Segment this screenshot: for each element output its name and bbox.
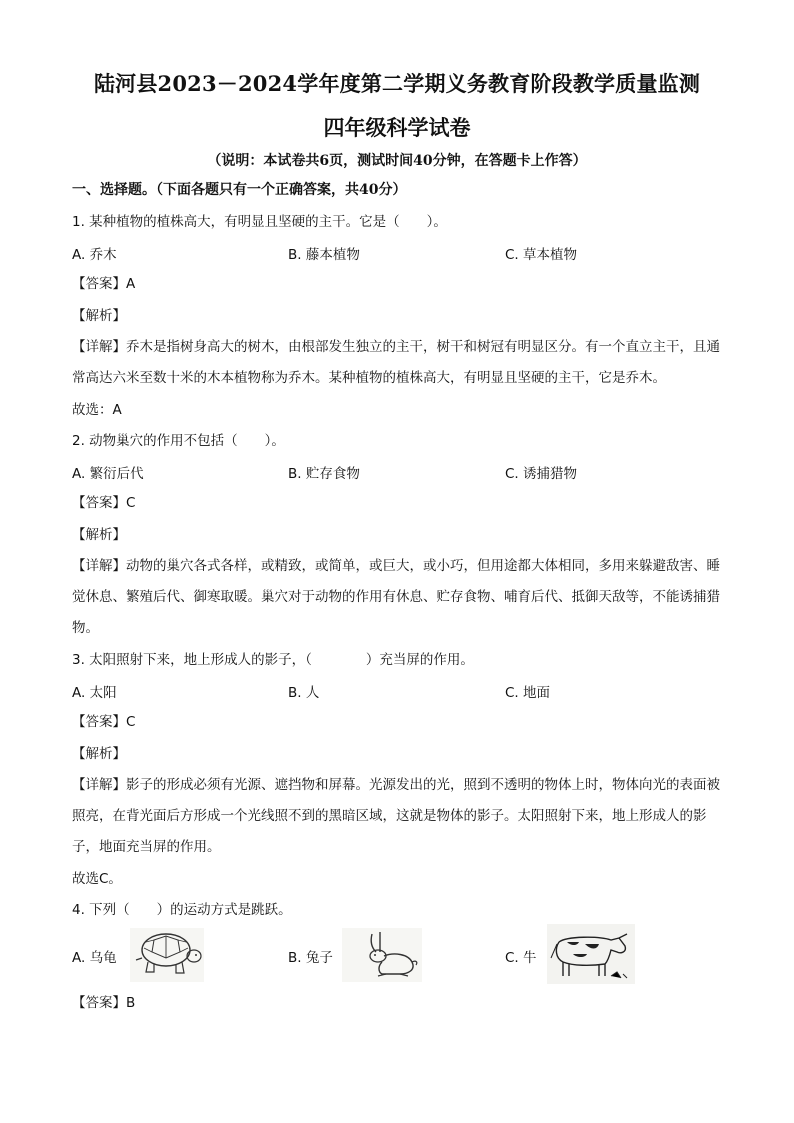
q2-option-c: C. 诱捕猎物: [505, 466, 578, 482]
answer-label: 【答案】: [72, 495, 126, 511]
answer-label: 【答案】: [72, 995, 126, 1011]
q4-option-b: B. 兔子: [288, 950, 333, 966]
q3-analysis-label: 【解析】: [72, 746, 126, 762]
q2-stem: 2. 动物巢穴的作用不包括（ ）。: [72, 433, 285, 449]
q3-option-b: B. 人: [288, 685, 320, 701]
q1-option-a: A. 乔木: [72, 247, 117, 263]
answer-value: B: [126, 995, 136, 1011]
q1-detail: [72, 332, 724, 394]
q4-stem: 4. 下列（ ）的运动方式是跳跃。: [72, 902, 292, 918]
detail-label: 【详解】: [72, 339, 126, 355]
exam-note: （说明：本试卷共6页，测试时间40分钟，在答题卡上作答）: [207, 153, 587, 169]
detail-text: 影子的形成必须有光源、遮挡物和屏幕。光源发出的光，照到不透明的物体上时，物体向光的表面被照亮，在背光面后方形成一个光线照不到的黑暗区域，这就是物体的影子。太阳照射下来，地上形成人的影子，地面充当屏的作用。: [72, 777, 720, 855]
q1-answer: [72, 274, 135, 294]
q3-option-c: C. 地面: [505, 685, 551, 701]
detail-label: 【详解】: [72, 777, 126, 793]
q2-answer: [72, 493, 135, 513]
rabbit-picture: [342, 928, 422, 982]
q2-analysis-label: 【解析】: [72, 527, 126, 543]
q4-option-a: A. 乌龟: [72, 950, 117, 966]
answer-value: C: [126, 495, 136, 511]
exam-title: 陆河县2023－2024学年度第二学期义务教育阶段教学质量监测: [93, 71, 701, 96]
q3-option-a: A. 太阳: [72, 685, 117, 701]
q1-stem: 1. 某种植物的植株高大，有明显且坚硬的主干。它是（ ）。: [72, 214, 447, 230]
answer-label: 【答案】: [72, 276, 126, 292]
cow-picture: [547, 924, 635, 984]
q2-option-b: B. 贮存食物: [288, 466, 360, 482]
q2-option-a: A. 繁衍后代: [72, 466, 144, 482]
q1-option-b: B. 藤本植物: [288, 247, 360, 263]
exam-subtitle: 四年级科学试卷: [323, 115, 471, 140]
q3-answer: [72, 712, 135, 732]
detail-label: 【详解】: [72, 558, 126, 574]
turtle-picture: [130, 928, 204, 982]
answer-value: A: [126, 276, 136, 292]
answer-label: 【答案】: [72, 714, 126, 730]
q4-answer: [72, 993, 135, 1013]
q1-conclusion: 故选：A: [72, 402, 122, 418]
q4-option-c: C. 牛: [505, 950, 537, 966]
q2-detail: [72, 551, 724, 644]
section-heading: 一、选择题。（下面各题只有一个正确答案，共40分）: [72, 182, 407, 198]
q3-stem: 3. 太阳照射下来，地上形成人的影子，（ ）充当屏的作用。: [72, 652, 474, 668]
q1-option-c: C. 草本植物: [505, 247, 578, 263]
detail-text: 乔木是指树身高大的树木，由根部发生独立的主干，树干和树冠有明显区分。有一个直立主干，且通常高达六米至数十米的木本植物称为乔木。某种植物的植株高大，有明显且坚硬的主干，它是乔木。: [72, 339, 720, 386]
q3-conclusion: 故选C。: [72, 871, 122, 887]
q1-analysis-label: 【解析】: [72, 308, 126, 324]
q3-detail: [72, 770, 724, 863]
answer-value: C: [126, 714, 136, 730]
detail-text: 动物的巢穴各式各样，或精致，或简单，或巨大，或小巧，但用途都大体相同，多用来躲避敌害、睡觉休息、繁殖后代、御寒取暖。巢穴对于动物的作用有休息、贮存食物、哺育后代、抵御天敌等，不能诱捕猎物。: [72, 558, 720, 636]
